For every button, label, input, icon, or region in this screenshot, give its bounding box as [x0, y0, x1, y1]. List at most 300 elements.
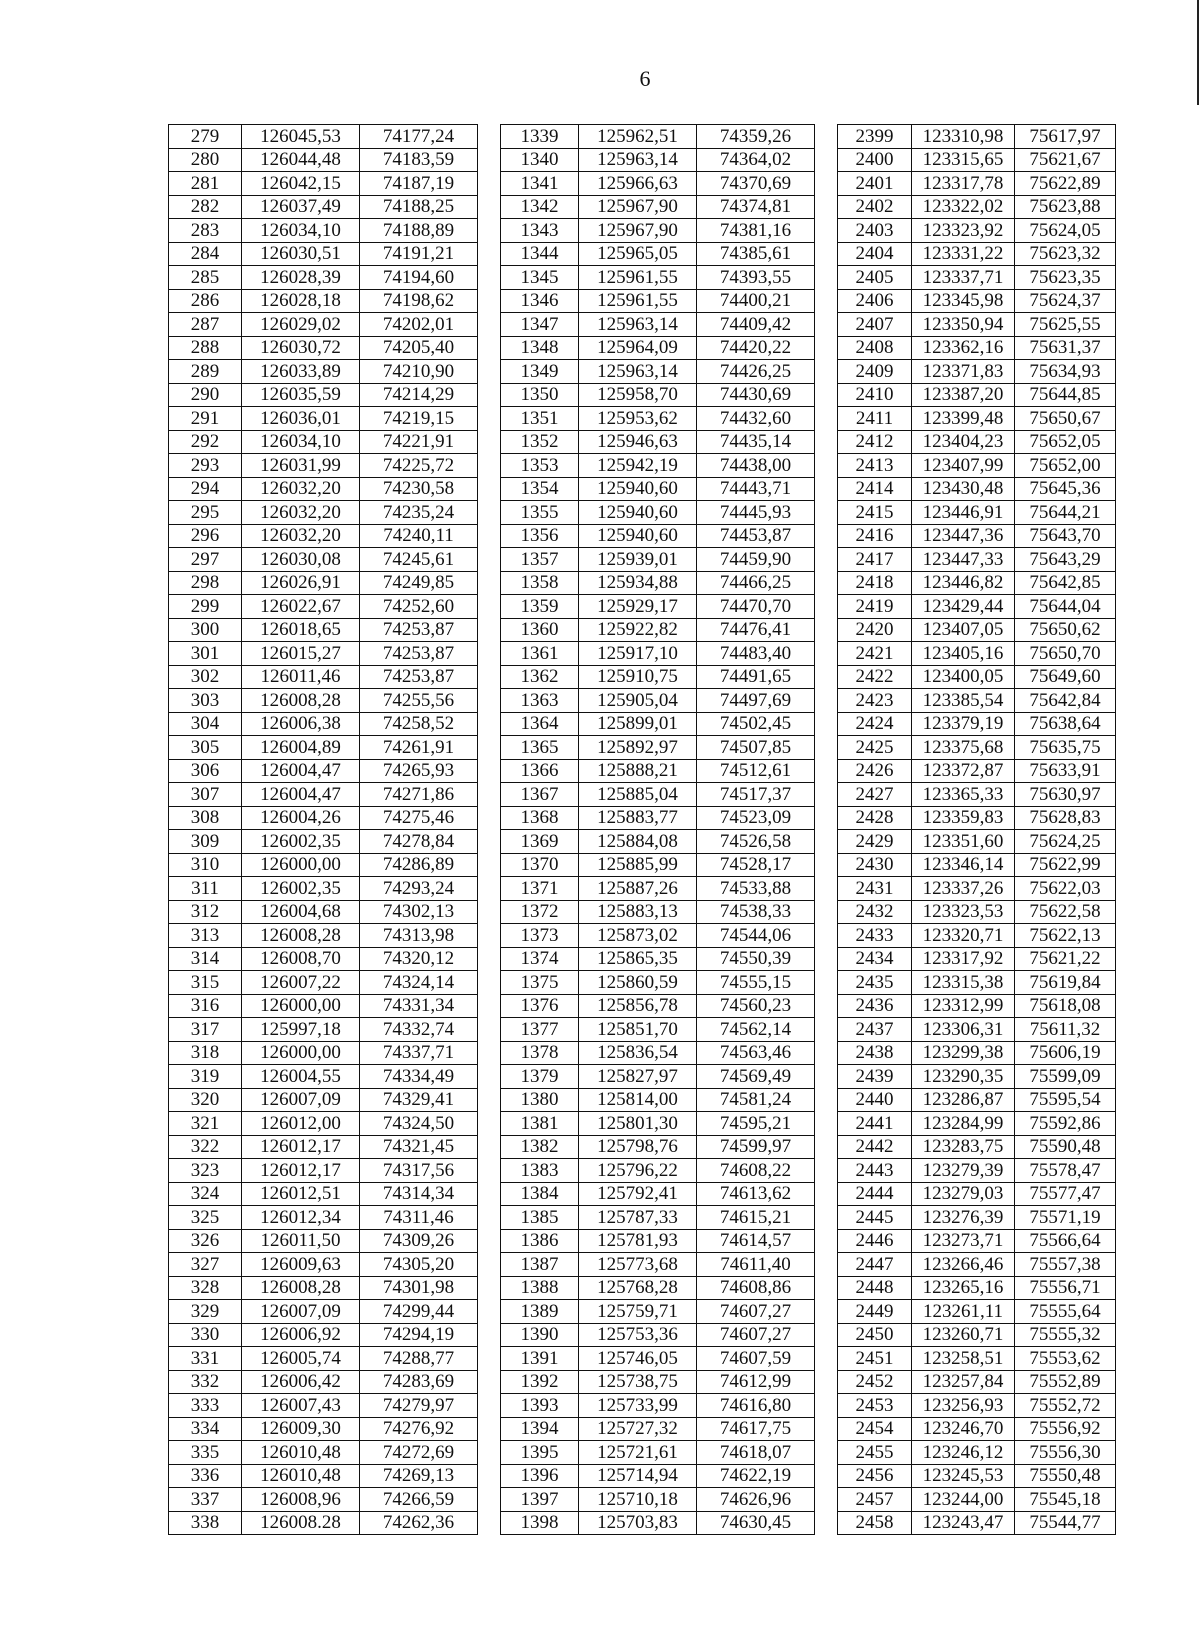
y-coordinate-cell: 74334,49: [360, 1065, 478, 1089]
y-coordinate-cell: 75622,13: [1015, 924, 1116, 948]
point-number-cell: 2436: [838, 994, 912, 1018]
column-gap: [478, 759, 501, 783]
x-coordinate-cell: 126007,43: [242, 1394, 360, 1418]
column-gap: [478, 1441, 501, 1465]
column-gap: [478, 407, 501, 431]
y-coordinate-cell: 74252,60: [360, 595, 478, 619]
column-gap: [478, 1488, 501, 1512]
table-row: [169, 1300, 1116, 1324]
x-coordinate-cell: 123276,39: [912, 1206, 1015, 1230]
x-coordinate-cell: 123385,54: [912, 689, 1015, 713]
y-coordinate-cell: 74317,56: [360, 1159, 478, 1183]
column-gap: [478, 501, 501, 525]
point-number-cell: 308: [169, 806, 242, 830]
point-number-cell: 1391: [501, 1347, 579, 1371]
point-number-cell: 291: [169, 407, 242, 431]
y-coordinate-cell: 74194,60: [360, 266, 478, 290]
point-number-cell: 2401: [838, 172, 912, 196]
y-coordinate-cell: 74611,40: [697, 1253, 815, 1277]
x-coordinate-cell: 125939,01: [579, 548, 697, 572]
y-coordinate-cell: 74459,90: [697, 548, 815, 572]
column-gap: [815, 454, 838, 478]
point-number-cell: 314: [169, 947, 242, 971]
point-number-cell: 1371: [501, 877, 579, 901]
point-number-cell: 1374: [501, 947, 579, 971]
point-number-cell: 1385: [501, 1206, 579, 1230]
point-number-cell: 332: [169, 1370, 242, 1394]
x-coordinate-cell: 125792,41: [579, 1182, 697, 1206]
x-coordinate-cell: 123447,33: [912, 548, 1015, 572]
point-number-cell: 279: [169, 125, 242, 149]
x-coordinate-cell: 125796,22: [579, 1159, 697, 1183]
x-coordinate-cell: 126012,17: [242, 1135, 360, 1159]
y-coordinate-cell: 74470,70: [697, 595, 815, 619]
point-number-cell: 2440: [838, 1088, 912, 1112]
x-coordinate-cell: 125727,32: [579, 1417, 697, 1441]
table-row: [169, 524, 1116, 548]
column-gap: [815, 1112, 838, 1136]
point-number-cell: 2445: [838, 1206, 912, 1230]
x-coordinate-cell: 126009,63: [242, 1253, 360, 1277]
y-coordinate-cell: 74314,34: [360, 1182, 478, 1206]
point-number-cell: 1380: [501, 1088, 579, 1112]
x-coordinate-cell: 125851,70: [579, 1018, 697, 1042]
x-coordinate-cell: 125710,18: [579, 1488, 697, 1512]
point-number-cell: 292: [169, 430, 242, 454]
point-number-cell: 1390: [501, 1323, 579, 1347]
column-gap: [478, 712, 501, 736]
y-coordinate-cell: 75555,32: [1015, 1323, 1116, 1347]
x-coordinate-cell: 126032,20: [242, 524, 360, 548]
y-coordinate-cell: 75606,19: [1015, 1041, 1116, 1065]
x-coordinate-cell: 125967,90: [579, 195, 697, 219]
y-coordinate-cell: 75590,48: [1015, 1135, 1116, 1159]
y-coordinate-cell: 74249,85: [360, 571, 478, 595]
point-number-cell: 2439: [838, 1065, 912, 1089]
x-coordinate-cell: 126028,39: [242, 266, 360, 290]
point-number-cell: 309: [169, 830, 242, 854]
coordinates-table: [168, 124, 1116, 1535]
point-number-cell: 2443: [838, 1159, 912, 1183]
point-number-cell: 2442: [838, 1135, 912, 1159]
point-number-cell: 2425: [838, 736, 912, 760]
point-number-cell: 324: [169, 1182, 242, 1206]
column-gap: [815, 548, 838, 572]
point-number-cell: 335: [169, 1441, 242, 1465]
column-gap: [815, 1511, 838, 1535]
column-gap: [815, 360, 838, 384]
point-number-cell: 286: [169, 289, 242, 313]
y-coordinate-cell: 74374,81: [697, 195, 815, 219]
y-coordinate-cell: 74569,49: [697, 1065, 815, 1089]
point-number-cell: 285: [169, 266, 242, 290]
point-number-cell: 326: [169, 1229, 242, 1253]
x-coordinate-cell: 126006,42: [242, 1370, 360, 1394]
y-coordinate-cell: 75623,88: [1015, 195, 1116, 219]
point-number-cell: 287: [169, 313, 242, 337]
point-number-cell: 2416: [838, 524, 912, 548]
table-row: [169, 1112, 1116, 1136]
point-number-cell: 283: [169, 219, 242, 243]
point-number-cell: 1362: [501, 665, 579, 689]
table-row: [169, 1347, 1116, 1371]
table-row: [169, 1511, 1116, 1535]
x-coordinate-cell: 123346,14: [912, 853, 1015, 877]
point-number-cell: 2431: [838, 877, 912, 901]
point-number-cell: 1378: [501, 1041, 579, 1065]
x-coordinate-cell: 125929,17: [579, 595, 697, 619]
y-coordinate-cell: 74279,97: [360, 1394, 478, 1418]
x-coordinate-cell: 126042,15: [242, 172, 360, 196]
column-gap: [478, 1464, 501, 1488]
y-coordinate-cell: 74253,87: [360, 642, 478, 666]
column-gap: [815, 1276, 838, 1300]
point-number-cell: 1377: [501, 1018, 579, 1042]
table-row: [169, 219, 1116, 243]
y-coordinate-cell: 74364,02: [697, 148, 815, 172]
table-row: [169, 806, 1116, 830]
column-gap: [478, 1347, 501, 1371]
x-coordinate-cell: 126012,34: [242, 1206, 360, 1230]
point-number-cell: 1366: [501, 759, 579, 783]
y-coordinate-cell: 75643,29: [1015, 548, 1116, 572]
x-coordinate-cell: 126002,35: [242, 877, 360, 901]
column-gap: [815, 1464, 838, 1488]
column-gap: [478, 947, 501, 971]
column-gap: [815, 759, 838, 783]
column-gap: [815, 407, 838, 431]
table-row: [169, 1417, 1116, 1441]
column-gap: [815, 1488, 838, 1512]
x-coordinate-cell: 125733,99: [579, 1394, 697, 1418]
y-coordinate-cell: 74221,91: [360, 430, 478, 454]
point-number-cell: 1348: [501, 336, 579, 360]
x-coordinate-cell: 125773,68: [579, 1253, 697, 1277]
point-number-cell: 1354: [501, 477, 579, 501]
table-row: [169, 289, 1116, 313]
y-coordinate-cell: 74443,71: [697, 477, 815, 501]
column-gap: [815, 642, 838, 666]
y-coordinate-cell: 74240,11: [360, 524, 478, 548]
y-coordinate-cell: 74550,39: [697, 947, 815, 971]
point-number-cell: 1382: [501, 1135, 579, 1159]
y-coordinate-cell: 75619,84: [1015, 971, 1116, 995]
y-coordinate-cell: 74261,91: [360, 736, 478, 760]
column-gap: [478, 994, 501, 1018]
point-number-cell: 2420: [838, 618, 912, 642]
point-number-cell: 306: [169, 759, 242, 783]
x-coordinate-cell: 125946,63: [579, 430, 697, 454]
y-coordinate-cell: 74507,85: [697, 736, 815, 760]
point-number-cell: 2447: [838, 1253, 912, 1277]
x-coordinate-cell: 126004,47: [242, 783, 360, 807]
x-coordinate-cell: 123323,92: [912, 219, 1015, 243]
column-gap: [478, 148, 501, 172]
point-number-cell: 1373: [501, 924, 579, 948]
x-coordinate-cell: 126004,26: [242, 806, 360, 830]
y-coordinate-cell: 74453,87: [697, 524, 815, 548]
column-gap: [815, 172, 838, 196]
point-number-cell: 288: [169, 336, 242, 360]
column-gap: [815, 1300, 838, 1324]
x-coordinate-cell: 125714,94: [579, 1464, 697, 1488]
x-coordinate-cell: 126004,55: [242, 1065, 360, 1089]
column-gap: [478, 1300, 501, 1324]
y-coordinate-cell: 75633,91: [1015, 759, 1116, 783]
column-gap: [478, 1206, 501, 1230]
x-coordinate-cell: 126000,00: [242, 994, 360, 1018]
x-coordinate-cell: 125892,97: [579, 736, 697, 760]
column-gap: [478, 548, 501, 572]
y-coordinate-cell: 74293,24: [360, 877, 478, 901]
column-gap: [815, 1253, 838, 1277]
y-coordinate-cell: 74483,40: [697, 642, 815, 666]
point-number-cell: 1397: [501, 1488, 579, 1512]
x-coordinate-cell: 125814,00: [579, 1088, 697, 1112]
y-coordinate-cell: 75592,86: [1015, 1112, 1116, 1136]
x-coordinate-cell: 123429,44: [912, 595, 1015, 619]
y-coordinate-cell: 74533,88: [697, 877, 815, 901]
table-row: [169, 430, 1116, 454]
x-coordinate-cell: 126004,68: [242, 900, 360, 924]
x-coordinate-cell: 125940,60: [579, 524, 697, 548]
point-number-cell: 2410: [838, 383, 912, 407]
x-coordinate-cell: 123372,87: [912, 759, 1015, 783]
column-gap: [478, 524, 501, 548]
column-gap: [815, 618, 838, 642]
point-number-cell: 1376: [501, 994, 579, 1018]
table-row: [169, 618, 1116, 642]
point-number-cell: 280: [169, 148, 242, 172]
x-coordinate-cell: 123284,99: [912, 1112, 1015, 1136]
column-gap: [815, 1182, 838, 1206]
x-coordinate-cell: 123260,71: [912, 1323, 1015, 1347]
x-coordinate-cell: 125873,02: [579, 924, 697, 948]
column-gap: [478, 1182, 501, 1206]
point-number-cell: 1353: [501, 454, 579, 478]
column-gap: [478, 1394, 501, 1418]
point-number-cell: 2423: [838, 689, 912, 713]
y-coordinate-cell: 75642,85: [1015, 571, 1116, 595]
y-coordinate-cell: 75644,21: [1015, 501, 1116, 525]
y-coordinate-cell: 74301,98: [360, 1276, 478, 1300]
column-gap: [478, 1041, 501, 1065]
column-gap: [815, 1088, 838, 1112]
y-coordinate-cell: 75623,32: [1015, 242, 1116, 266]
y-coordinate-cell: 75622,99: [1015, 853, 1116, 877]
point-number-cell: 2441: [838, 1112, 912, 1136]
point-number-cell: 1368: [501, 806, 579, 830]
y-coordinate-cell: 74435,14: [697, 430, 815, 454]
x-coordinate-cell: 126044,48: [242, 148, 360, 172]
table-row: [169, 1041, 1116, 1065]
point-number-cell: 282: [169, 195, 242, 219]
point-number-cell: 1381: [501, 1112, 579, 1136]
point-number-cell: 1339: [501, 125, 579, 149]
column-gap: [815, 430, 838, 454]
point-number-cell: 1388: [501, 1276, 579, 1300]
point-number-cell: 2407: [838, 313, 912, 337]
column-gap: [815, 195, 838, 219]
y-coordinate-cell: 74476,41: [697, 618, 815, 642]
column-gap: [815, 971, 838, 995]
point-number-cell: 328: [169, 1276, 242, 1300]
y-coordinate-cell: 74430,69: [697, 383, 815, 407]
table-row: [169, 548, 1116, 572]
y-coordinate-cell: 74400,21: [697, 289, 815, 313]
table-row: [169, 360, 1116, 384]
x-coordinate-cell: 123447,36: [912, 524, 1015, 548]
table-row: [169, 477, 1116, 501]
x-coordinate-cell: 125885,04: [579, 783, 697, 807]
y-coordinate-cell: 74614,57: [697, 1229, 815, 1253]
point-number-cell: 2453: [838, 1394, 912, 1418]
y-coordinate-cell: 75644,85: [1015, 383, 1116, 407]
point-number-cell: 1346: [501, 289, 579, 313]
x-coordinate-cell: 125967,90: [579, 219, 697, 243]
table-row: [169, 383, 1116, 407]
point-number-cell: 2434: [838, 947, 912, 971]
x-coordinate-cell: 125922,82: [579, 618, 697, 642]
point-number-cell: 322: [169, 1135, 242, 1159]
point-number-cell: 2422: [838, 665, 912, 689]
x-coordinate-cell: 125963,14: [579, 313, 697, 337]
column-gap: [478, 266, 501, 290]
x-coordinate-cell: 125965,05: [579, 242, 697, 266]
table-row: [169, 313, 1116, 337]
x-coordinate-cell: 126032,20: [242, 477, 360, 501]
table-row: [169, 195, 1116, 219]
y-coordinate-cell: 75571,19: [1015, 1206, 1116, 1230]
column-gap: [478, 830, 501, 854]
x-coordinate-cell: 125860,59: [579, 971, 697, 995]
point-number-cell: 2424: [838, 712, 912, 736]
x-coordinate-cell: 125966,63: [579, 172, 697, 196]
point-number-cell: 1383: [501, 1159, 579, 1183]
column-gap: [478, 1088, 501, 1112]
column-gap: [815, 1135, 838, 1159]
point-number-cell: 330: [169, 1323, 242, 1347]
point-number-cell: 2409: [838, 360, 912, 384]
y-coordinate-cell: 74616,80: [697, 1394, 815, 1418]
x-coordinate-cell: 123331,22: [912, 242, 1015, 266]
column-gap: [815, 125, 838, 149]
y-coordinate-cell: 74302,13: [360, 900, 478, 924]
column-gap: [815, 994, 838, 1018]
y-coordinate-cell: 74278,84: [360, 830, 478, 854]
y-coordinate-cell: 75618,08: [1015, 994, 1116, 1018]
point-number-cell: 316: [169, 994, 242, 1018]
table-row: [169, 736, 1116, 760]
x-coordinate-cell: 123265,16: [912, 1276, 1015, 1300]
x-coordinate-cell: 126002,35: [242, 830, 360, 854]
point-number-cell: 302: [169, 665, 242, 689]
table-row: [169, 407, 1116, 431]
x-coordinate-cell: 126036,01: [242, 407, 360, 431]
point-number-cell: 1351: [501, 407, 579, 431]
x-coordinate-cell: 123337,71: [912, 266, 1015, 290]
y-coordinate-cell: 75599,09: [1015, 1065, 1116, 1089]
y-coordinate-cell: 74608,86: [697, 1276, 815, 1300]
column-gap: [478, 1511, 501, 1535]
column-gap: [478, 1253, 501, 1277]
y-coordinate-cell: 75624,25: [1015, 830, 1116, 854]
column-gap: [815, 524, 838, 548]
point-number-cell: 317: [169, 1018, 242, 1042]
x-coordinate-cell: 123400,05: [912, 665, 1015, 689]
column-gap: [815, 1018, 838, 1042]
y-coordinate-cell: 74198,62: [360, 289, 478, 313]
y-coordinate-cell: 74445,93: [697, 501, 815, 525]
point-number-cell: 315: [169, 971, 242, 995]
y-coordinate-cell: 74438,00: [697, 454, 815, 478]
table-row: [169, 1276, 1116, 1300]
table-row: [169, 759, 1116, 783]
y-coordinate-cell: 74393,55: [697, 266, 815, 290]
x-coordinate-cell: 126030,72: [242, 336, 360, 360]
point-number-cell: 2449: [838, 1300, 912, 1324]
point-number-cell: 1356: [501, 524, 579, 548]
column-gap: [478, 1135, 501, 1159]
x-coordinate-cell: 126015,27: [242, 642, 360, 666]
point-number-cell: 1370: [501, 853, 579, 877]
y-coordinate-cell: 75649,60: [1015, 665, 1116, 689]
table-row: [169, 783, 1116, 807]
y-coordinate-cell: 75555,64: [1015, 1300, 1116, 1324]
point-number-cell: 2400: [838, 148, 912, 172]
y-coordinate-cell: 74426,25: [697, 360, 815, 384]
y-coordinate-cell: 74253,87: [360, 618, 478, 642]
column-gap: [815, 1323, 838, 1347]
column-gap: [815, 266, 838, 290]
y-coordinate-cell: 74286,89: [360, 853, 478, 877]
y-coordinate-cell: 74183,59: [360, 148, 478, 172]
x-coordinate-cell: 123246,12: [912, 1441, 1015, 1465]
point-number-cell: 2451: [838, 1347, 912, 1371]
x-coordinate-cell: 125888,21: [579, 759, 697, 783]
x-coordinate-cell: 126005,74: [242, 1347, 360, 1371]
point-number-cell: 300: [169, 618, 242, 642]
x-coordinate-cell: 123375,68: [912, 736, 1015, 760]
y-coordinate-cell: 75650,67: [1015, 407, 1116, 431]
column-gap: [815, 1206, 838, 1230]
x-coordinate-cell: 125883,77: [579, 806, 697, 830]
y-coordinate-cell: 75635,75: [1015, 736, 1116, 760]
x-coordinate-cell: 125836,54: [579, 1041, 697, 1065]
y-coordinate-cell: 74309,26: [360, 1229, 478, 1253]
x-coordinate-cell: 126008.28: [242, 1511, 360, 1535]
table-row: [169, 1464, 1116, 1488]
y-coordinate-cell: 74288,77: [360, 1347, 478, 1371]
x-coordinate-cell: 126009,30: [242, 1417, 360, 1441]
column-gap: [478, 783, 501, 807]
column-gap: [478, 642, 501, 666]
x-coordinate-cell: 126029,02: [242, 313, 360, 337]
point-number-cell: 1360: [501, 618, 579, 642]
column-gap: [815, 712, 838, 736]
x-coordinate-cell: 125703,83: [579, 1511, 697, 1535]
x-coordinate-cell: 126030,08: [242, 548, 360, 572]
x-coordinate-cell: 126033,89: [242, 360, 360, 384]
x-coordinate-cell: 126000,00: [242, 1041, 360, 1065]
x-coordinate-cell: 126032,20: [242, 501, 360, 525]
y-coordinate-cell: 75621,67: [1015, 148, 1116, 172]
column-gap: [478, 1159, 501, 1183]
x-coordinate-cell: 123351,60: [912, 830, 1015, 854]
column-gap: [478, 736, 501, 760]
column-gap: [815, 571, 838, 595]
point-number-cell: 2417: [838, 548, 912, 572]
